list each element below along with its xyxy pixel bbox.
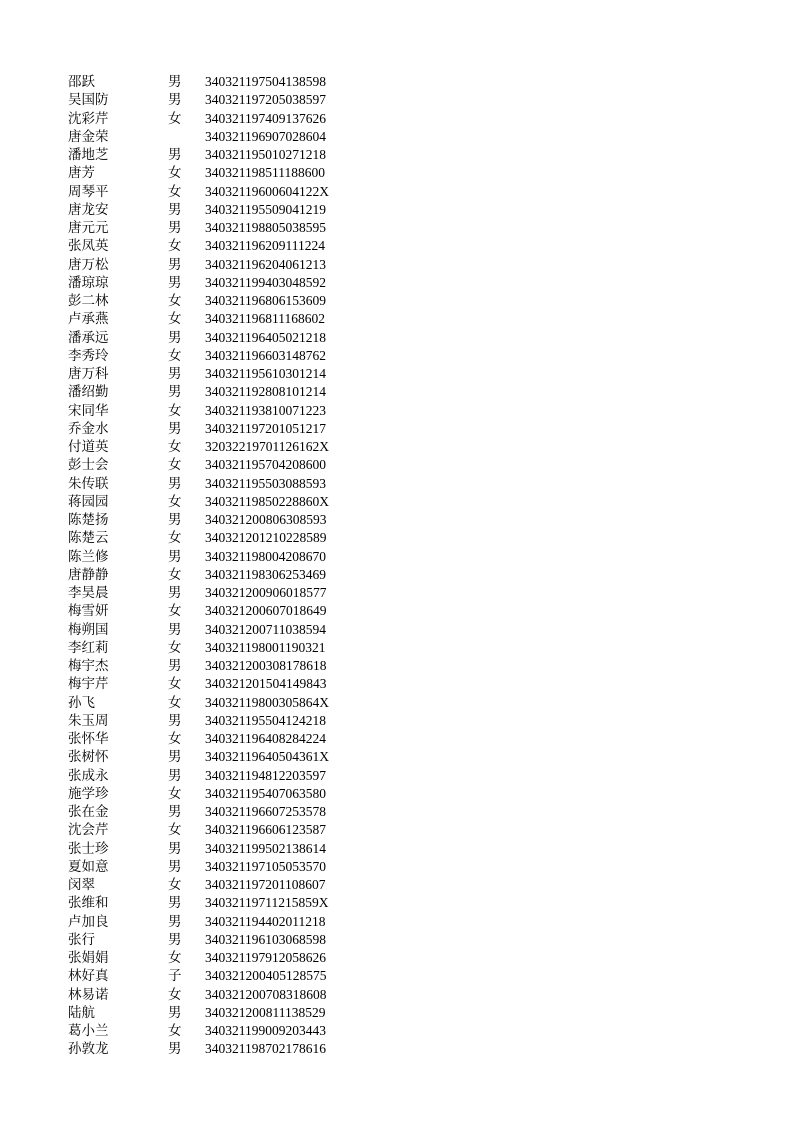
table-row [0, 347, 793, 365]
gender-cell: 女 [168, 402, 182, 419]
gender-cell: 女 [168, 731, 182, 747]
gender-cell: 男 [168, 201, 182, 218]
gender-cell: 女 [168, 238, 182, 255]
gender-cell: 女 [168, 347, 182, 364]
name-cell: 梅朔国 [68, 621, 109, 638]
gender-cell: 男 [168, 1041, 182, 1058]
table-row [0, 329, 793, 347]
name-cell: 孙敦龙 [68, 1041, 109, 1058]
name-cell: 梅宇杰 [68, 658, 109, 674]
gender-cell: 男 [168, 92, 182, 109]
gender-cell: 女 [168, 1023, 182, 1039]
name-cell: 邵跃 [68, 74, 95, 90]
roster-table [0, 73, 793, 1059]
id-number-cell: 340321198004208670 [205, 548, 326, 564]
table-row [0, 1040, 793, 1058]
table-row [0, 548, 793, 566]
table-row [0, 986, 793, 1004]
table-row [0, 511, 793, 529]
table-row [0, 256, 793, 274]
gender-cell: 女 [168, 165, 182, 182]
gender-cell: 女 [168, 293, 182, 309]
id-number-cell: 34032119800305864X [205, 694, 329, 710]
id-number-cell: 340321200308178618 [205, 658, 327, 673]
name-cell: 梅雪妍 [68, 603, 109, 620]
gender-cell: 男 [168, 548, 182, 565]
gender-cell: 女 [168, 566, 182, 583]
table-row [0, 621, 793, 639]
gender-cell: 男 [168, 840, 182, 857]
table-row [0, 493, 793, 511]
id-number-cell: 34032119640504361X [205, 749, 329, 765]
gender-cell: 男 [168, 220, 182, 236]
table-row [0, 73, 793, 91]
id-number-cell: 34032119711215859X [205, 895, 329, 911]
name-cell: 张成永 [68, 767, 109, 784]
gender-cell: 女 [168, 183, 182, 200]
name-cell: 唐万松 [68, 256, 109, 273]
table-row [0, 931, 793, 949]
table-row [0, 876, 793, 894]
name-cell: 陈楚扬 [68, 512, 109, 528]
name-cell: 唐元元 [68, 220, 109, 236]
table-row [0, 730, 793, 748]
table-row [0, 128, 793, 146]
id-number-cell: 340321196405021218 [205, 329, 326, 345]
id-number-cell: 340321197912058626 [205, 950, 326, 965]
name-cell: 陈兰修 [68, 548, 109, 565]
table-row [0, 803, 793, 821]
gender-cell: 女 [168, 785, 182, 802]
id-number-cell: 340321196811168602 [205, 311, 325, 327]
table-row [0, 310, 793, 328]
table-row [0, 438, 793, 456]
name-cell: 李红莉 [68, 639, 109, 656]
gender-cell: 男 [168, 712, 182, 729]
name-cell: 葛小兰 [68, 1023, 109, 1039]
table-row [0, 402, 793, 420]
name-cell: 潘承远 [68, 329, 109, 346]
table-row [0, 748, 793, 766]
gender-cell: 男 [168, 585, 182, 601]
name-cell: 乔金水 [68, 420, 109, 437]
name-cell: 卢加良 [68, 913, 109, 930]
id-number-cell: 340321197201108607 [205, 877, 326, 892]
id-number-cell: 340321196907028604 [205, 128, 326, 144]
gender-cell: 男 [168, 749, 182, 766]
name-cell: 张凤英 [68, 238, 109, 255]
id-number-cell: 340321198805038595 [205, 220, 326, 235]
id-number-cell: 340321200607018649 [205, 603, 327, 619]
table-row [0, 456, 793, 474]
id-number-cell: 340321195407063580 [205, 785, 326, 801]
name-cell: 李秀玲 [68, 347, 109, 364]
id-number-cell: 340321196204061213 [205, 256, 326, 272]
name-cell: 周琴平 [68, 183, 109, 200]
name-cell: 陆航 [68, 1004, 95, 1021]
table-row [0, 785, 793, 803]
gender-cell: 男 [168, 420, 182, 437]
id-number-cell: 340321200405128575 [205, 968, 327, 984]
id-number-cell: 340321194812203597 [205, 767, 326, 783]
id-number-cell: 340321200906018577 [205, 585, 327, 600]
table-row [0, 639, 793, 657]
id-number-cell: 340321200806308593 [205, 512, 327, 527]
gender-cell: 男 [168, 256, 182, 273]
name-cell: 施学珍 [68, 785, 109, 802]
gender-cell: 女 [168, 603, 182, 620]
gender-cell: 女 [168, 311, 182, 328]
gender-cell: 男 [168, 475, 182, 492]
id-number-cell: 340321195503088593 [205, 475, 326, 491]
name-cell: 唐龙安 [68, 201, 109, 218]
table-row [0, 1004, 793, 1022]
table-row [0, 529, 793, 547]
name-cell: 张在金 [68, 804, 109, 820]
id-number-cell: 340321200811138529 [205, 1004, 326, 1020]
name-cell: 孙飞 [68, 694, 95, 711]
id-number-cell: 34032119850228860X [205, 493, 329, 509]
table-row [0, 894, 793, 912]
table-row [0, 657, 793, 675]
id-number-cell: 340321195504124218 [205, 712, 326, 728]
id-number-cell: 340321195509041219 [205, 201, 326, 217]
name-cell: 彭士会 [68, 457, 109, 474]
name-cell: 宋同华 [68, 402, 109, 419]
name-cell: 付道英 [68, 439, 109, 455]
table-row [0, 602, 793, 620]
table-row [0, 821, 793, 839]
name-cell: 林易诺 [68, 986, 109, 1003]
name-cell: 唐芳 [68, 165, 95, 182]
gender-cell: 男 [168, 366, 182, 382]
gender-cell: 男 [168, 274, 182, 291]
gender-cell: 男 [168, 147, 182, 163]
gender-cell: 女 [168, 439, 182, 455]
table-row [0, 219, 793, 237]
name-cell: 唐金荣 [68, 128, 109, 145]
gender-cell: 女 [168, 530, 182, 547]
id-number-cell: 340321195010271218 [205, 147, 326, 162]
table-row [0, 146, 793, 164]
table-row [0, 183, 793, 201]
name-cell: 李昊晨 [68, 585, 109, 601]
gender-cell: 女 [168, 457, 182, 474]
name-cell: 梅宇芹 [68, 676, 109, 693]
name-cell: 卢承燕 [68, 311, 109, 328]
name-cell: 潘琼琼 [68, 274, 109, 291]
table-row [0, 383, 793, 401]
gender-cell: 男 [168, 658, 182, 674]
name-cell: 彭二林 [68, 293, 109, 309]
id-number-cell: 340321199403048592 [205, 274, 326, 290]
gender-cell: 男 [168, 895, 182, 912]
name-cell: 潘绍勤 [68, 384, 109, 401]
id-number-cell: 340321196603148762 [205, 347, 326, 363]
id-number-cell: 340321195610301214 [205, 366, 326, 381]
gender-cell: 男 [168, 329, 182, 346]
id-number-cell: 340321200711038594 [205, 621, 326, 637]
id-number-cell: 340321200708318608 [205, 986, 327, 1002]
table-row [0, 767, 793, 785]
gender-cell: 男 [168, 74, 182, 90]
name-cell: 吴国防 [68, 92, 109, 109]
id-number-cell: 340321198702178616 [205, 1041, 326, 1057]
table-row [0, 675, 793, 693]
gender-cell: 女 [168, 493, 182, 510]
table-row [0, 694, 793, 712]
name-cell: 朱传联 [68, 475, 109, 492]
name-cell: 唐万科 [68, 366, 109, 382]
name-cell: 夏如意 [68, 858, 109, 875]
name-cell: 张怀华 [68, 731, 109, 747]
id-number-cell: 340321196607253578 [205, 804, 326, 819]
table-row [0, 840, 793, 858]
table-row [0, 913, 793, 931]
id-number-cell: 34032119600604122X [205, 183, 329, 199]
gender-cell: 女 [168, 639, 182, 656]
table-row [0, 1022, 793, 1040]
id-number-cell: 340321197504138598 [205, 74, 326, 89]
table-row [0, 858, 793, 876]
id-number-cell: 340321201210228589 [205, 530, 327, 546]
gender-cell: 男 [168, 384, 182, 401]
name-cell: 沈会芹 [68, 822, 109, 839]
id-number-cell: 340321198511188600 [205, 165, 325, 181]
id-number-cell: 340321192808101214 [205, 384, 326, 400]
id-number-cell: 340321196408284224 [205, 731, 326, 746]
table-row [0, 712, 793, 730]
table-row [0, 566, 793, 584]
name-cell: 张士珍 [68, 840, 109, 857]
gender-cell: 男 [168, 913, 182, 930]
id-number-cell: 32032219701126162X [205, 439, 329, 454]
id-number-cell: 340321198001190321 [205, 639, 326, 655]
gender-cell: 男 [168, 621, 182, 638]
gender-cell: 女 [168, 676, 182, 693]
id-number-cell: 340321196103068598 [205, 931, 326, 947]
gender-cell: 女 [168, 986, 182, 1003]
name-cell: 张娟娟 [68, 950, 109, 966]
table-row [0, 110, 793, 128]
id-number-cell: 340321193810071223 [205, 402, 326, 418]
table-row [0, 201, 793, 219]
name-cell: 唐静静 [68, 566, 109, 583]
table-row [0, 274, 793, 292]
gender-cell: 男 [168, 858, 182, 875]
gender-cell: 女 [168, 110, 182, 127]
name-cell: 沈彩芹 [68, 110, 109, 127]
name-cell: 闵翠 [68, 877, 95, 893]
gender-cell: 子 [168, 968, 182, 985]
table-row [0, 949, 793, 967]
id-number-cell: 340321197205038597 [205, 92, 326, 108]
name-cell: 潘地芝 [68, 147, 109, 163]
name-cell: 张行 [68, 931, 95, 948]
gender-cell: 女 [168, 877, 182, 893]
id-number-cell: 340321197201051217 [205, 420, 326, 436]
id-number-cell: 340321197105053570 [205, 858, 326, 874]
name-cell: 陈楚云 [68, 530, 109, 547]
table-row [0, 420, 793, 438]
id-number-cell: 340321197409137626 [205, 110, 326, 126]
id-number-cell: 340321194402011218 [205, 913, 326, 929]
table-row [0, 91, 793, 109]
table-row [0, 584, 793, 602]
gender-cell: 男 [168, 804, 182, 820]
table-row [0, 365, 793, 383]
name-cell: 朱玉周 [68, 712, 109, 729]
gender-cell: 男 [168, 931, 182, 948]
gender-cell: 女 [168, 822, 182, 839]
gender-cell: 女 [168, 950, 182, 966]
id-number-cell: 340321199502138614 [205, 840, 326, 856]
id-number-cell: 340321196209111224 [205, 238, 325, 254]
gender-cell: 男 [168, 512, 182, 528]
table-row [0, 475, 793, 493]
name-cell: 张树怀 [68, 749, 109, 766]
gender-cell: 男 [168, 1004, 182, 1021]
table-row [0, 237, 793, 255]
gender-cell: 女 [168, 694, 182, 711]
table-row [0, 164, 793, 182]
id-number-cell: 340321201504149843 [205, 676, 327, 692]
name-cell: 林好真 [68, 968, 109, 985]
id-number-cell: 340321198306253469 [205, 566, 326, 582]
id-number-cell: 340321196806153609 [205, 293, 326, 308]
name-cell: 张维和 [68, 895, 109, 912]
id-number-cell: 340321195704208600 [205, 457, 326, 473]
table-row [0, 292, 793, 310]
id-number-cell: 340321199009203443 [205, 1023, 326, 1038]
table-row [0, 967, 793, 985]
gender-cell: 男 [168, 767, 182, 784]
name-cell: 蒋园园 [68, 493, 109, 510]
id-number-cell: 340321196606123587 [205, 822, 326, 838]
